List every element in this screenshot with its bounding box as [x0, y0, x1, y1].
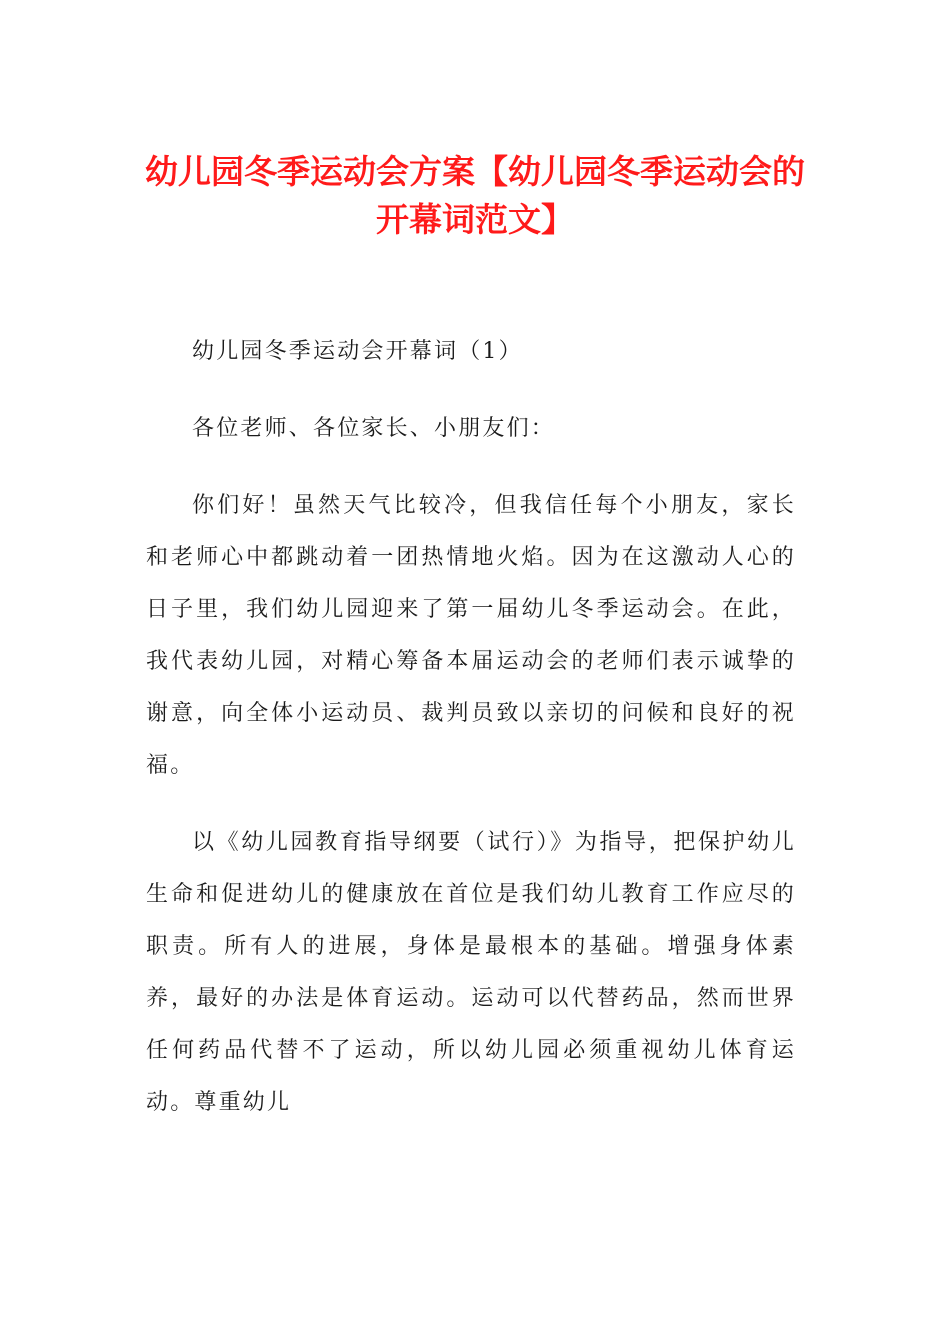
document-title: 幼儿园冬季运动会方案【幼儿园冬季运动会的开幕词范文】: [145, 152, 805, 239]
paragraph-guidance: 以《幼儿园教育指导纲要（试行）》为指导，把保护幼儿生命和促进幼儿的健康放在首位是我们幼儿教育工作应尽的职责。所有人的进展，身体是最根本的基础。增强身体素养，最好的办法是体育运动。运动可以代替药品，然而世界任何药品代替不了运动，所以幼儿园必须重视幼儿体育运动。尊重幼儿: [146, 830, 796, 1115]
paragraph-heading: 幼儿园冬季运动会开幕词（1）: [192, 339, 523, 364]
paragraph-salutation: 各位老师、各位家长、小朋友们：: [192, 416, 556, 441]
document-body: [146, 326, 796, 1154]
paragraph-greeting: 你们好！虽然天气比较冷，但我信任每个小朋友，家长和老师心中都跳动着一团热情地火焰。因为在这激动人心的日子里，我们幼儿园迎来了第一届幼儿冬季运动会。在此，我代表幼儿园，对精心筹备本届运动会的老师们表示诚挚的谢意，向全体小运动员、裁判员致以亲切的问候和良好的祝福。: [146, 493, 796, 778]
